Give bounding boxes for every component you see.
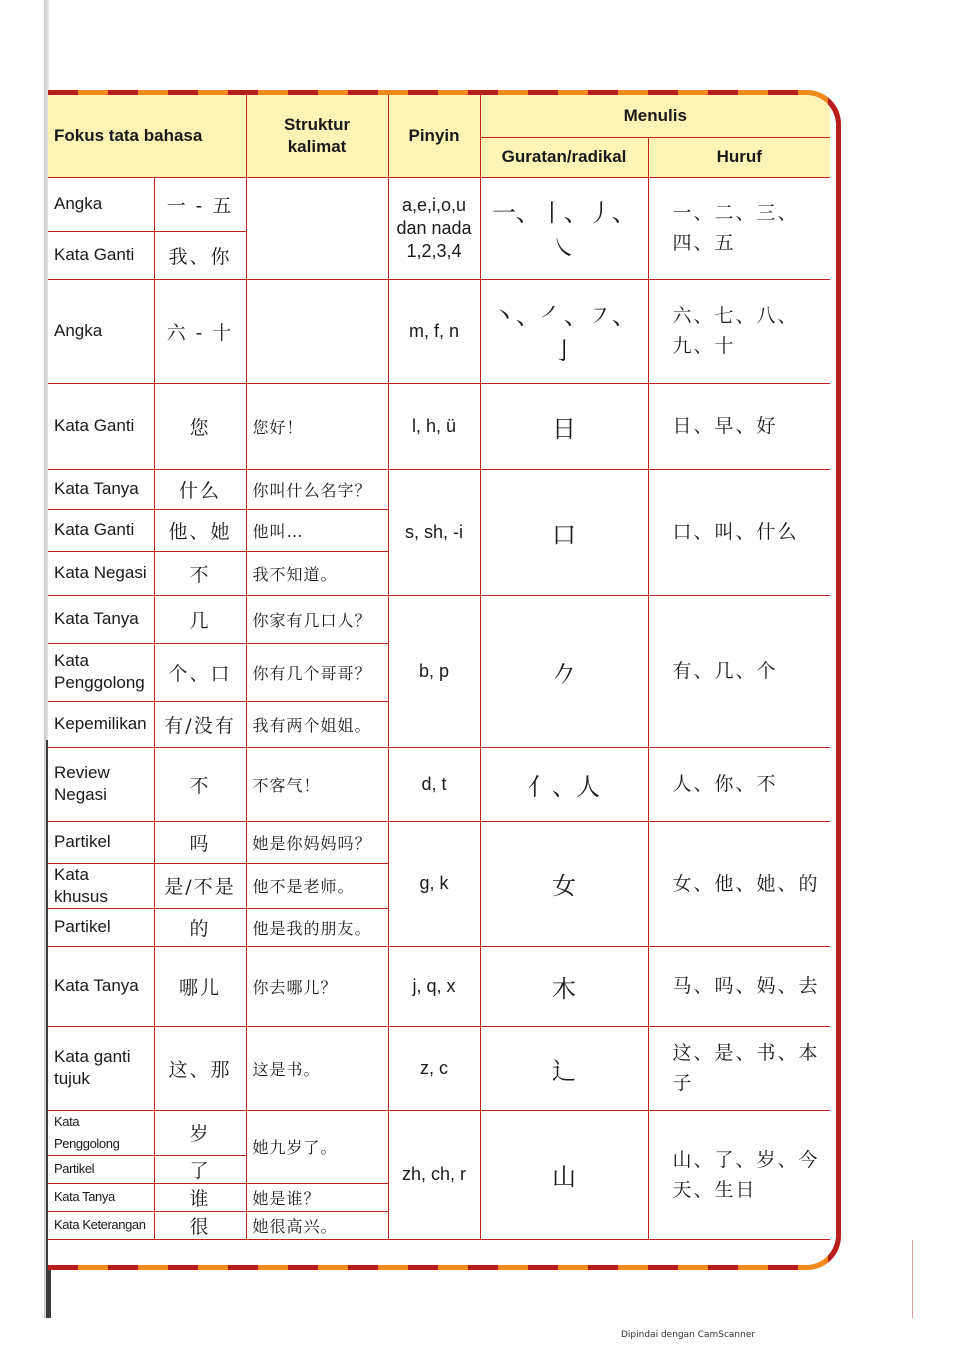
pinyin-cell: a,e,i,o,u dan nada 1,2,3,4 xyxy=(388,177,480,279)
sentence-structure: 你家有几口人？ xyxy=(246,595,388,643)
stroke-cell: 木 xyxy=(480,946,648,1026)
header-fokus: Fokus tata bahasa xyxy=(48,95,246,177)
focus-word: 您 xyxy=(154,383,246,469)
sentence-structure: 她很高兴。 xyxy=(246,1211,388,1239)
focus-word: 岁 xyxy=(154,1110,246,1155)
focus-word: 个、口 xyxy=(154,643,246,701)
focus-word: 吗 xyxy=(154,821,246,863)
grammar-table xyxy=(48,95,830,1240)
pinyin-cell: g, k xyxy=(388,821,480,946)
focus-label: Kata Negasi xyxy=(48,551,154,595)
table-row xyxy=(48,469,830,509)
stroke-cell: 丶、㇒、㇇、亅 xyxy=(480,279,648,383)
focus-label: Kata ganti tujuk xyxy=(48,1026,154,1110)
page-right-edge xyxy=(912,1240,913,1318)
sentence-structure: 她是谁？ xyxy=(246,1183,388,1211)
stroke-cell: 辶 xyxy=(480,1026,648,1110)
stroke-cell: 一、丨、丿、㇏ xyxy=(480,177,648,279)
sentence-structure: 他不是老师。 xyxy=(246,863,388,908)
sentence-structure: 你有几个哥哥？ xyxy=(246,643,388,701)
focus-word: 谁 xyxy=(154,1183,246,1211)
table-row xyxy=(48,747,830,821)
focus-label: Partikel xyxy=(48,1155,154,1183)
table-row xyxy=(48,595,830,643)
focus-label: Kata Keterangan xyxy=(48,1211,154,1239)
focus-word: 了 xyxy=(154,1155,246,1183)
sentence-structure: 你叫什么名字？ xyxy=(246,469,388,509)
pinyin-cell: l, h, ü xyxy=(388,383,480,469)
stroke-cell: 口 xyxy=(480,469,648,595)
pinyin-cell: z, c xyxy=(388,1026,480,1110)
focus-label: Kata Penggolong xyxy=(48,1110,154,1155)
sentence-structure: 我有两个姐姐。 xyxy=(246,701,388,747)
focus-word: 我、你 xyxy=(154,231,246,279)
header-pinyin: Pinyin xyxy=(388,95,480,177)
sentence-structure: 我不知道。 xyxy=(246,551,388,595)
focus-label: Partikel xyxy=(48,821,154,863)
sentence-structure: 他是我的朋友。 xyxy=(246,908,388,946)
pinyin-cell: d, t xyxy=(388,747,480,821)
header-guratan: Guratan/radikal xyxy=(480,137,648,177)
sentence-structure: 她九岁了。 xyxy=(246,1110,388,1183)
huruf-cell: 一、二、三、四、五 xyxy=(648,177,830,279)
focus-label: Kata Ganti xyxy=(48,231,154,279)
table-row xyxy=(48,1026,830,1110)
sentence-structure xyxy=(246,279,388,383)
stroke-cell: 山 xyxy=(480,1110,648,1239)
header-menulis: Menulis xyxy=(480,95,830,137)
pinyin-cell: j, q, x xyxy=(388,946,480,1026)
focus-word: 的 xyxy=(154,908,246,946)
focus-word: 有/没有 xyxy=(154,701,246,747)
focus-word: 哪儿 xyxy=(154,946,246,1026)
focus-label: Partikel xyxy=(48,908,154,946)
stroke-cell: 日 xyxy=(480,383,648,469)
pinyin-cell: b, p xyxy=(388,595,480,747)
huruf-cell: 口、叫、什么 xyxy=(648,469,830,595)
focus-word: 一 - 五 xyxy=(154,177,246,231)
sentence-structure: 你去哪儿？ xyxy=(246,946,388,1026)
huruf-cell: 这、是、书、本子 xyxy=(648,1026,830,1110)
focus-label: Kata Ganti xyxy=(48,509,154,551)
focus-label: Kata Tanya xyxy=(48,946,154,1026)
header-struktur: Struktur kalimat xyxy=(246,95,388,177)
stroke-cell: 亻、人 xyxy=(480,747,648,821)
focus-word: 是/不是 xyxy=(154,863,246,908)
table-row xyxy=(48,383,830,469)
pinyin-cell: s, sh, -i xyxy=(388,469,480,595)
huruf-cell: 山、了、岁、今天、生日 xyxy=(648,1110,830,1239)
focus-label: Angka xyxy=(48,177,154,231)
focus-label: Kata Ganti xyxy=(48,383,154,469)
focus-label: Kata Tanya xyxy=(48,469,154,509)
huruf-cell: 有、几、个 xyxy=(648,595,830,747)
focus-label: Kepemilikan xyxy=(48,701,154,747)
stroke-cell: 女 xyxy=(480,821,648,946)
sentence-structure: 他叫… xyxy=(246,509,388,551)
focus-word: 很 xyxy=(154,1211,246,1239)
sentence-structure: 您好！ xyxy=(246,383,388,469)
stroke-cell: 𠂊 xyxy=(480,595,648,747)
focus-word: 这、那 xyxy=(154,1026,246,1110)
focus-word: 几 xyxy=(154,595,246,643)
table-row xyxy=(48,177,830,231)
focus-label: Kata Tanya xyxy=(48,595,154,643)
sentence-structure: 她是你妈妈吗？ xyxy=(246,821,388,863)
pinyin-cell: m, f, n xyxy=(388,279,480,383)
huruf-cell: 六、七、八、九、十 xyxy=(648,279,830,383)
focus-label: Kata Tanya xyxy=(48,1183,154,1211)
focus-word: 什么 xyxy=(154,469,246,509)
focus-label: Angka xyxy=(48,279,154,383)
huruf-cell: 马、吗、妈、去 xyxy=(648,946,830,1026)
table-row xyxy=(48,279,830,383)
table-row xyxy=(48,1110,830,1155)
focus-label: Kata khusus xyxy=(48,863,154,908)
scanner-watermark: Dipindai dengan CamScanner xyxy=(621,1330,756,1340)
focus-label: Review Negasi xyxy=(48,747,154,821)
focus-word: 不 xyxy=(154,747,246,821)
huruf-cell: 日、早、好 xyxy=(648,383,830,469)
table-frame-inner xyxy=(48,95,836,1265)
focus-word: 他、她 xyxy=(154,509,246,551)
focus-word: 六 - 十 xyxy=(154,279,246,383)
table-frame xyxy=(48,90,841,1270)
sentence-structure: 不客气！ xyxy=(246,747,388,821)
header-huruf: Huruf xyxy=(648,137,830,177)
huruf-cell: 女、他、她、的 xyxy=(648,821,830,946)
sentence-structure xyxy=(246,177,388,279)
focus-label: Kata Penggolong xyxy=(48,643,154,701)
pinyin-cell: zh, ch, r xyxy=(388,1110,480,1239)
focus-word: 不 xyxy=(154,551,246,595)
table-row xyxy=(48,821,830,863)
sentence-structure: 这是书。 xyxy=(246,1026,388,1110)
table-row xyxy=(48,946,830,1026)
huruf-cell: 人、你、不 xyxy=(648,747,830,821)
